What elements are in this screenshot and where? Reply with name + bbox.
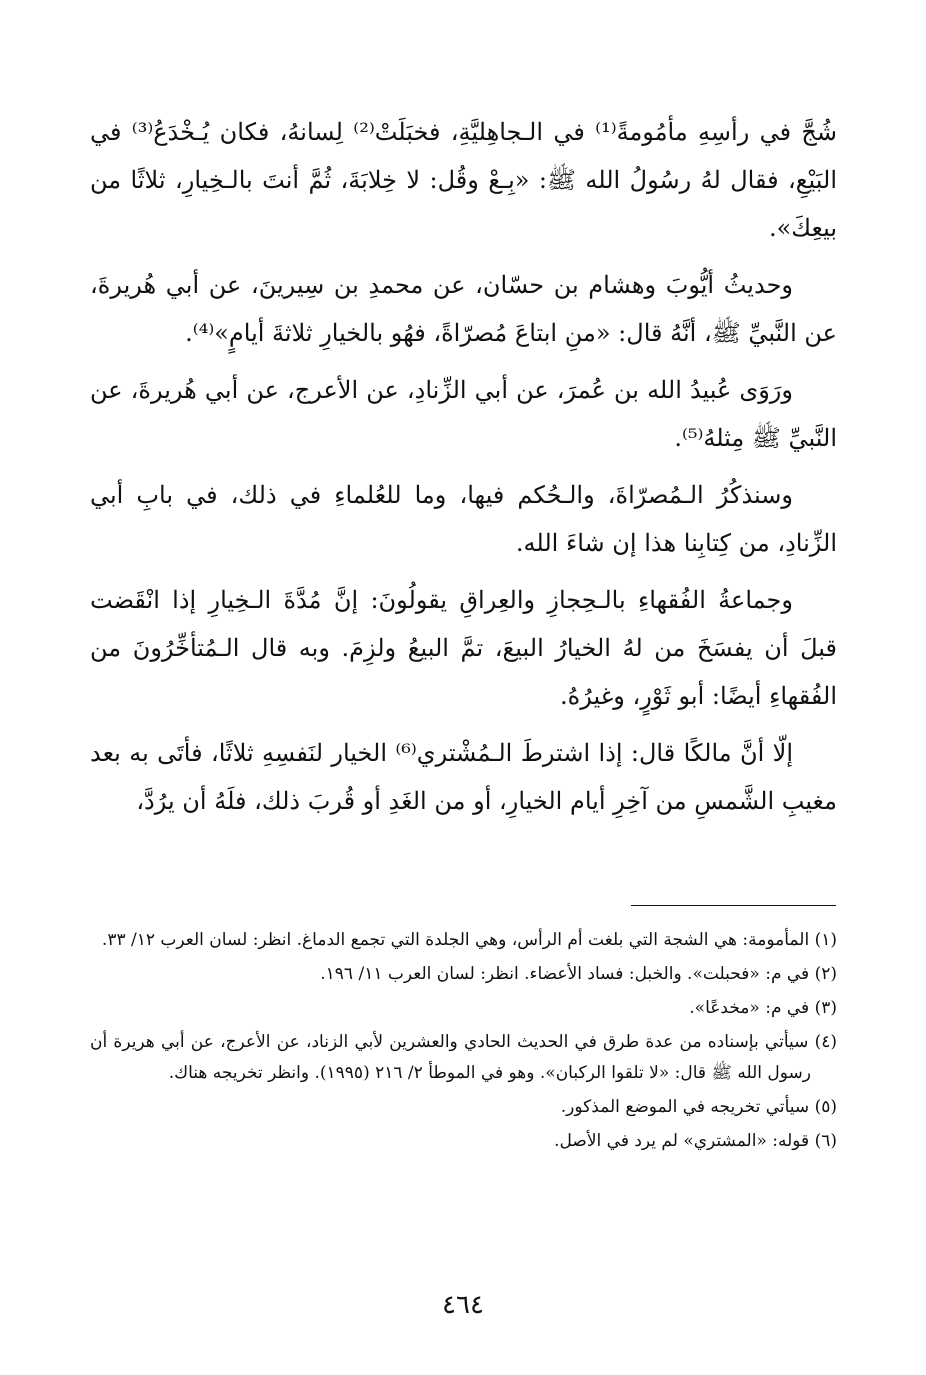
page-number: ٤٦٤ [442,1290,484,1320]
paragraph-6: إلّا أنَّ مالكًا قال: إذا اشترطَ الـمُشْتري⁽⁶⁾ الخيار لنَفسِهِ ثلاثًا، فأتَى به بعد مغيبِ الشَّمسِ من آخِرِ أيام الخيارِ، أو من الغَدِ أو قُربَ ذلك، فلَهُ أن يرُدَّ، [90,739,837,815]
footnote-6: (٦) قوله: «المشتري» لم يرد في الأصل. [554,1131,837,1151]
footnote-1: (١) المأمومة: هي الشجة التي بلغت أم الرأس، وهي الجلدة التي تجمع الدماغ. انظر: لسان العرب ١٢/ ٣٣. [101,930,837,950]
main-text [90,108,837,834]
paragraph-1: شُجَّ في رأسِهِ مأمُومةً⁽¹⁾ في الـجاهِليَّةِ، فخبَلَتْ⁽²⁾ لِسانهُ، فكان يُـخْدَعُ⁽³⁾ في البَيْعِ، فقال لهُ رسُولُ الله ﷺ: «بِـعْ وقُل: لا خِلابَةَ، ثُمَّ أنتَ بالـخِيارِ، ثلاثًا من بيعِكَ». [90,118,838,242]
footnote-2: (٢) في م: «فحبلت». والخبل: فساد الأعضاء. انظر: لسان العرب ١١/ ١٩٦. [320,964,837,984]
paragraph-4: وسنذكُرُ الـمُصرّاةَ، والـحُكم فيها، وما للعُلماءِ في ذلك، في بابِ أبي الزِّنادِ، من كِتابِنا هذا إن شاءَ الله. [90,481,837,557]
footnotes [90,925,837,1160]
footnote-separator [631,905,836,906]
paragraph-5: وجماعةُ الفُقهاءِ بالـحِجازِ والعِراقِ يقولُونَ: إنَّ مُدَّةَ الـخِيارِ إذا انْقَضت قبلَ أن يفسَخَ من لهُ الخيارُ البيعَ، تمَّ البيعُ ولزِمَ. وبه قال الـمُتأخِّرُونَ من الفُقهاءِ أيضًا: أبو ثَوْرٍ، وغيرُهُ. [90,586,837,710]
footnote-4: (٤) سيأتي بإسناده من عدة طرق في الحديث الحادي والعشرين لأبي الزناد، عن الأعرج، عن أبي هريرة أن رسول الله ﷺ قال: «لا تلقوا الركبان». وهو في الموطأ ٢/ ٢١٦ (١٩٩٥). وانظر تخريجه هناك. [90,1032,837,1083]
footnote-5: (٥) سيأتي تخريجه في الموضع المذكور. [560,1097,837,1117]
paragraph-3: ورَوَى عُبيدُ الله بن عُمرَ، عن أبي الزِّنادِ، عن الأعرج، عن أبي هُريرةَ، عن النَّبيِّ ﷺ مِثلهُ⁽⁵⁾. [90,376,837,452]
footnote-3: (٣) في م: «مخدعًا». [689,998,837,1018]
paragraph-2: وحديثُ أيُّوبَ وهشام بن حسّان، عن محمدِ بن سِيرينَ، عن أبي هُريرةَ، عن النَّبيِّ ﷺ، أنَّهُ قال: «منِ ابتاعَ مُصرّاةً، فهُو بالخيارِ ثلاثةَ أيامٍ»⁽⁴⁾. [90,271,837,347]
